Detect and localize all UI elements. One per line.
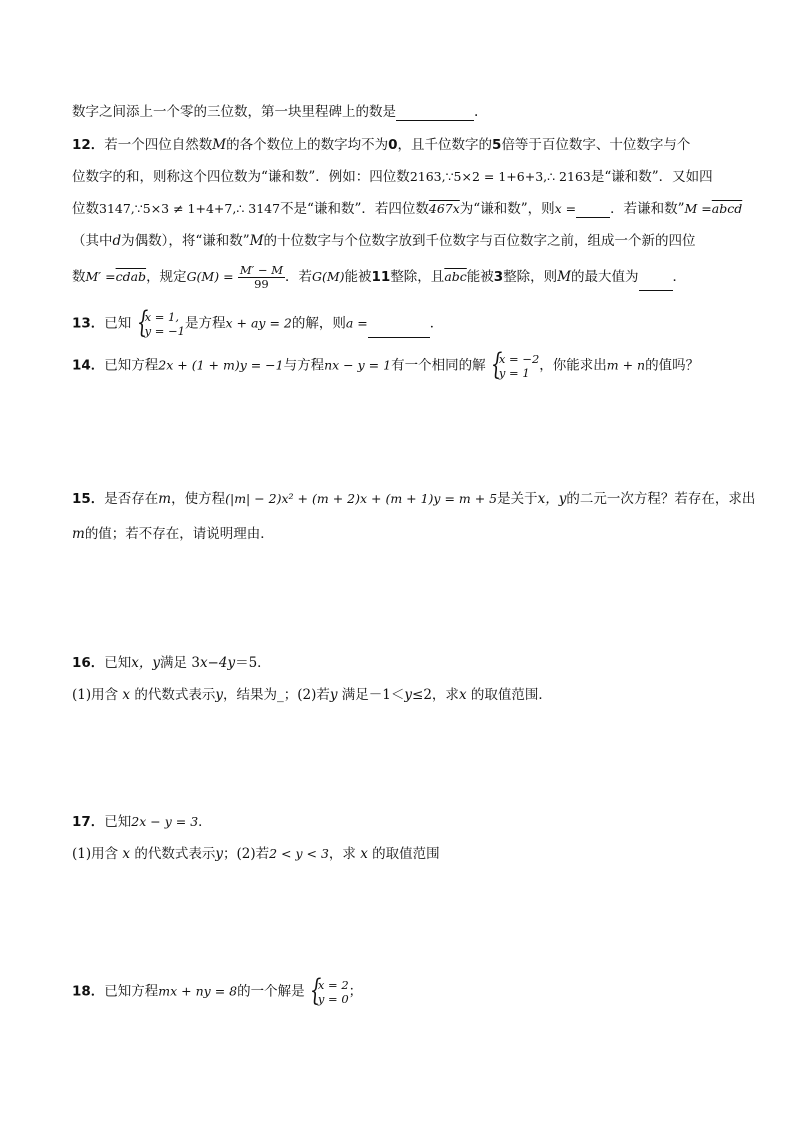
q16-line-1: 16．已知x，y满足 3x−4y＝5． (72, 655, 271, 671)
q17-line-1: 17．已知2x − y = 3． (72, 814, 212, 830)
q17-line-2: (1)用含 x 的代数式表示y；(2)若2 < y < 3，求 x 的取值范围 (72, 846, 440, 862)
equation-system: { x = 1, y = −1 (136, 310, 185, 338)
q12-line-2: 位数字的和，则称这个四位数为“谦和数”．例如：四位数2163,∵5×2 = 1+6+3,∴ 2163是“谦和数”．又如四 (72, 169, 713, 185)
q16-line-2: (1)用含 x 的代数式表示y，结果为_；(2)若y 满足－1＜y≤2，求x 的取值范围． (72, 687, 552, 703)
q12-line-5: 数M′ =cdab，规定G(M) = $\frac{M' - M}{99}$ ．若G(M)能被11整除，且$\overline{abc}$能被3整除，则M的最大值为 ． (72, 263, 687, 291)
equation-system: { x = −2 y = 1 (490, 352, 539, 380)
q12-line-3: 位数3147,∵5×3 ≠ 1+4+7,∴ 3147不是“谦和数”．若四位数467x为“谦和数”，则x = ．若谦和数”M =abcd (72, 201, 743, 217)
q11-tail: 数字之间添上一个零的三位数，第一块里程碑上的数是 . (72, 104, 479, 120)
q14-line: 14．已知方程2x + (1 + m)y = −1与方程nx − y = 1有一个相同的解 { x = −2 y = 1 ，你能求出m + n的值吗？ (72, 352, 722, 380)
answer-blank[interactable] (639, 278, 673, 291)
answer-blank[interactable] (396, 108, 474, 121)
answer-blank[interactable] (368, 325, 430, 338)
q15-line-2: m的值；若不存在，请说明理由． (72, 526, 274, 542)
q13-line: 13．已知 { x = 1, y = −1 是方程x + ay = 2的解，则a = ． (72, 310, 722, 338)
q12-line-4: （其中d为偶数），将“谦和数”M的十位数字与个位数字放到千位数字与百位数字之前，组成一个新的四位 (72, 233, 696, 249)
q18-line: 18．已知方程mx + ny = 8的一个解是 { x = 2 y = 0 ； (72, 978, 722, 1006)
q15-line-1: 15．是否存在m，使方程(|m| − 2)x² + (m + 2)x + (m + 1)y = m + 5是关于x，y的二元一次方程？若存在，求出 (72, 491, 756, 507)
equation-system: { x = 2 y = 0 (309, 978, 349, 1006)
fraction: $\frac{M' - M}{99}$ (239, 263, 283, 291)
answer-blank[interactable] (576, 205, 610, 218)
q12-line-1: 12．若一个四位自然数M的各个数位上的数字均不为0，且千位数字的5倍等于百位数字、十位数字与个 (72, 137, 691, 153)
